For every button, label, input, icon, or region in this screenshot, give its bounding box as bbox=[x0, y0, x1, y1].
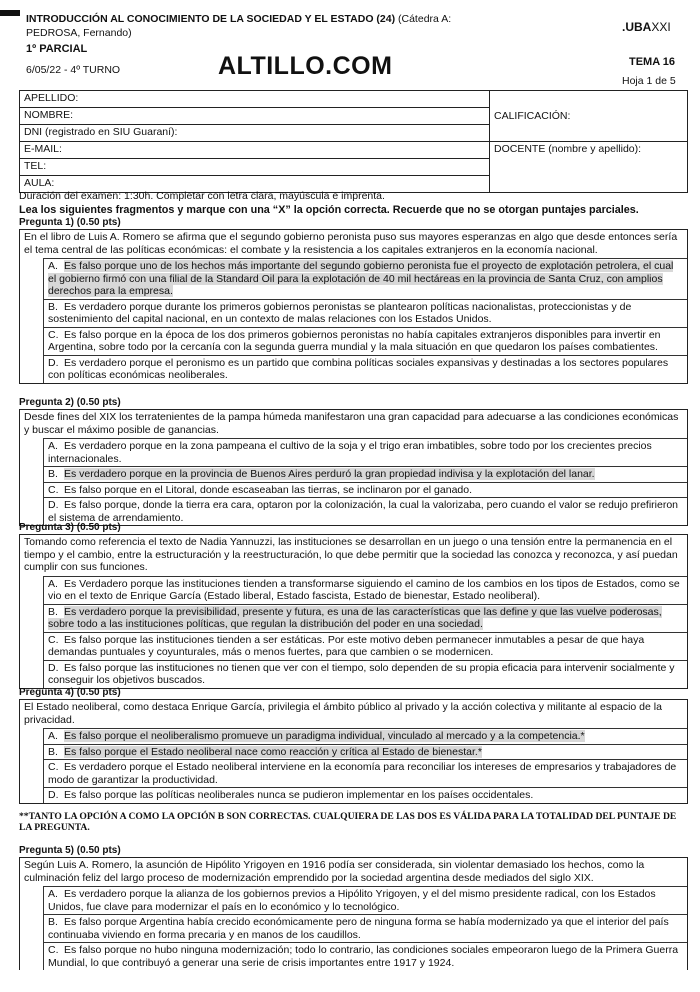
option-b[interactable]: B. Es verdadero porque la previsibilidad, presente y futura, es una de las características que las define y que las vuelve poderosas, sobre todo a las instituciones políticas, que regulan la distribución del poder en una sociedad. bbox=[43, 604, 687, 632]
correction-note: **TANTO LA OPCIÓN A COMO LA OPCIÓN B SON CORRECTAS. CUALQUIERA DE LAS DOS ES VÁLIDA PARA LA TOTALIDAD DEL PUNTAJE DE LA PREGUNTA. bbox=[19, 811, 677, 833]
exam-type: 1º PARCIAL bbox=[26, 43, 88, 55]
question-box bbox=[19, 229, 688, 384]
question-2 bbox=[19, 397, 688, 526]
option-c[interactable]: C. Es falso porque no hubo ninguna modernización; todo lo contrario, las condiciones sociales empeoraron luego de la Primera Guerra Mundial, lo que contribuyó a generar una serie de crisis importantes entre 1917 y 1924. bbox=[43, 942, 687, 970]
exam-date: 6/05/22 - 4º TURNO bbox=[26, 64, 121, 76]
option-b[interactable]: B. Es verdadero porque durante los primeros gobiernos peronistas se plantearon políticas nacionalistas, proteccionistas y de sostenimiento del capital nacional, en un contexto de malas relaciones con los Estados Unidos. bbox=[43, 299, 687, 327]
dni-field[interactable]: DNI (registrado en SIU Guaraní): bbox=[20, 125, 490, 142]
nombre-field[interactable]: NOMBRE: bbox=[20, 108, 490, 125]
catedra: (Cátedra A: PEDROSA, Fernando) bbox=[26, 13, 452, 39]
apellido-field[interactable]: APELLIDO: bbox=[20, 91, 490, 108]
option-a[interactable]: A. Es Verdadero porque las instituciones tienden a transformarse siguiendo el camino de los cambios en los tipos de Estados, como se vio en el texto de Enrique García (Estado liberal, Estado fascista, Estado de bienestar, Estado neoliberal). bbox=[43, 576, 687, 604]
tel-field[interactable]: TEL: bbox=[20, 159, 490, 176]
question-label: Pregunta 4) (0.50 pts) bbox=[19, 687, 121, 698]
option-b[interactable]: B. Es verdadero porque en la provincia de Buenos Aires perduró la gran propiedad indivisa y la explotación del lanar. bbox=[43, 466, 687, 482]
question-box bbox=[19, 699, 688, 804]
option-b[interactable]: B. Es falso porque Argentina había crecido económicamente pero de ninguna forma se había modernizado ya que el interior del país continuaba viviendo en forma precaria y en manos de los caudillos. bbox=[43, 914, 687, 942]
question-label: Pregunta 5) (0.50 pts) bbox=[19, 845, 121, 856]
calificacion-field[interactable]: CALIFICACIÓN: bbox=[490, 91, 688, 142]
option-a[interactable]: A. Es falso porque uno de los hechos más importante del segundo gobierno peronista fue el proyecto de explotación petrolera, el cual el gobierno firmó con una filial de la Standard Oil para la explotación de 40 mil hectáreas en la provincia de Santa Cruz, con amplios derechos para la empresa. bbox=[43, 258, 687, 299]
option-c[interactable]: C. Es falso porque en el Litoral, donde escaseaban las tierras, se inclinaron por el ganado. bbox=[43, 482, 687, 498]
question-label: Pregunta 2) (0.50 pts) bbox=[19, 397, 121, 408]
question-text: Desde fines del XIX los terratenientes de la pampa húmeda manifestaron una gran capacidad para adecuarse a las condiciones económicas y buscar el máximo posible de ganancias. bbox=[24, 411, 679, 436]
student-info-table bbox=[19, 90, 688, 193]
question-1 bbox=[19, 217, 688, 384]
question-label: Pregunta 1) (0.50 pts) bbox=[19, 217, 121, 228]
option-c[interactable]: C. Es falso porque en la época de los dos primeros gobiernos peronistas no había capitales extranjeros disponibles para invertir en Argentina, sobre todo por la cercanía con la segunda guerra mundial y la mala situación en que quedaron los países combatientes. bbox=[43, 327, 687, 355]
question-text: En el libro de Luis A. Romero se afirma que el segundo gobierno peronista puso sus mayores esperanzas en algo que desde entonces sería el tema central de las políticas económicas: el combate y la resistencia a los capitales extranjeros en la economía nacional. bbox=[24, 231, 678, 256]
question-text: Según Luis A. Romero, la asunción de Hipólito Yrigoyen en 1916 podía ser considerada, sin violentar demasiado los hechos, como la culminación feliz del largo proceso de modernización emprendido por la sociedad argentina desde mediados del siglo XIX. bbox=[24, 859, 645, 884]
question-4 bbox=[19, 687, 688, 804]
option-a[interactable]: A. Es verdadero porque la alianza de los gobiernos previos a Hipólito Yrigoyen, y el del mismo presidente radical, con los Estados Unidos, fue clave para modernizar el país en lo económico y lo tecnológico. bbox=[43, 886, 687, 914]
docente-field[interactable]: DOCENTE (nombre y apellido): bbox=[490, 142, 688, 193]
course-name: INTRODUCCIÓN AL CONOCIMIENTO DE LA SOCIEDAD Y EL ESTADO (24) bbox=[26, 13, 396, 25]
email-field[interactable]: E-MAIL: bbox=[20, 142, 490, 159]
question-label: Pregunta 3) (0.50 pts) bbox=[19, 522, 121, 533]
course-title bbox=[26, 12, 506, 40]
option-d[interactable]: D. Es verdadero porque el peronismo es un partido que combina políticas sociales expansivas y destinadas a los sectores populares con políticas económicas neoliberales. bbox=[43, 355, 687, 383]
option-a[interactable]: A. Es falso porque el neoliberalismo promueve un paradigma individual, vinculado al mercado y a la competencia.* bbox=[43, 728, 687, 744]
question-box bbox=[19, 409, 688, 526]
question-box bbox=[19, 534, 688, 689]
watermark: ALTILLO.COM bbox=[218, 52, 393, 80]
option-d[interactable]: D. Es falso porque las instituciones no tienen que ver con el tiempo, solo dependen de su propia eficacia para intervenir socialmente y conseguir los objetivos buscados. bbox=[43, 660, 687, 688]
tema-number: TEMA 16 bbox=[629, 56, 676, 68]
uba-logo: .UBAXXI bbox=[622, 20, 671, 34]
aula-field[interactable]: AULA: bbox=[20, 176, 490, 193]
question-3 bbox=[19, 522, 688, 689]
option-d[interactable]: D. Es falso porque, donde la tierra era cara, optaron por la colonización, la cual la valorizaba, pero cuando el valor se redujo prefirieron el sistema de arrendamiento. bbox=[43, 497, 687, 525]
question-box bbox=[19, 857, 688, 970]
option-c[interactable]: C. Es verdadero porque el Estado neoliberal interviene en la economía para reconciliar los intereses de empresarios y trabajadores de modo de garantizar la productividad. bbox=[43, 759, 687, 787]
option-a[interactable]: A. Es verdadero porque en la zona pampeana el cultivo de la soja y el trigo eran imbatibles, sobre todo por los crecientes precios internacionales. bbox=[43, 438, 687, 466]
question-text: El Estado neoliberal, como destaca Enrique García, privilegia el ámbito público al privado y la acción colectiva y militante al espacio de la privacidad. bbox=[24, 701, 662, 726]
option-d[interactable]: D. Es falso porque las políticas neoliberales nunca se pudieron implementar en los países occidentales. bbox=[43, 787, 687, 803]
question-text: Tomando como referencia el texto de Nadia Yannuzzi, las instituciones se desarrollan en un juego o una tensión entre la permanencia en el tiempo y el cambio, entre la estructuración y la reestructuración, lo que debe permitir que la sociedad las conozca y reconozca, y así puedan cumplir con sus funciones. bbox=[24, 536, 678, 573]
question-5 bbox=[19, 845, 688, 970]
exam-duration: Duración del examen: 1:30h. Completar con letra clara, mayúscula e imprenta. bbox=[19, 190, 385, 202]
option-c[interactable]: C. Es falso porque las instituciones tienden a ser estáticas. Por este motivo deben permanecer inmutables a pesar de que haya demandas puntuales y coyunturales, más o menos fuertes, para que cambien o se modernicen. bbox=[43, 632, 687, 660]
exam-instructions: Lea los siguientes fragmentos y marque con una “X” la opción correcta. Recuerde que no se otorgan puntajes parciales. bbox=[19, 204, 639, 216]
option-b[interactable]: B. Es falso porque el Estado neoliberal nace como reacción y crítica al Estado de bienestar.* bbox=[43, 744, 687, 760]
page-count: Hoja 1 de 5 bbox=[622, 75, 676, 87]
header-bar-mark bbox=[0, 10, 20, 16]
